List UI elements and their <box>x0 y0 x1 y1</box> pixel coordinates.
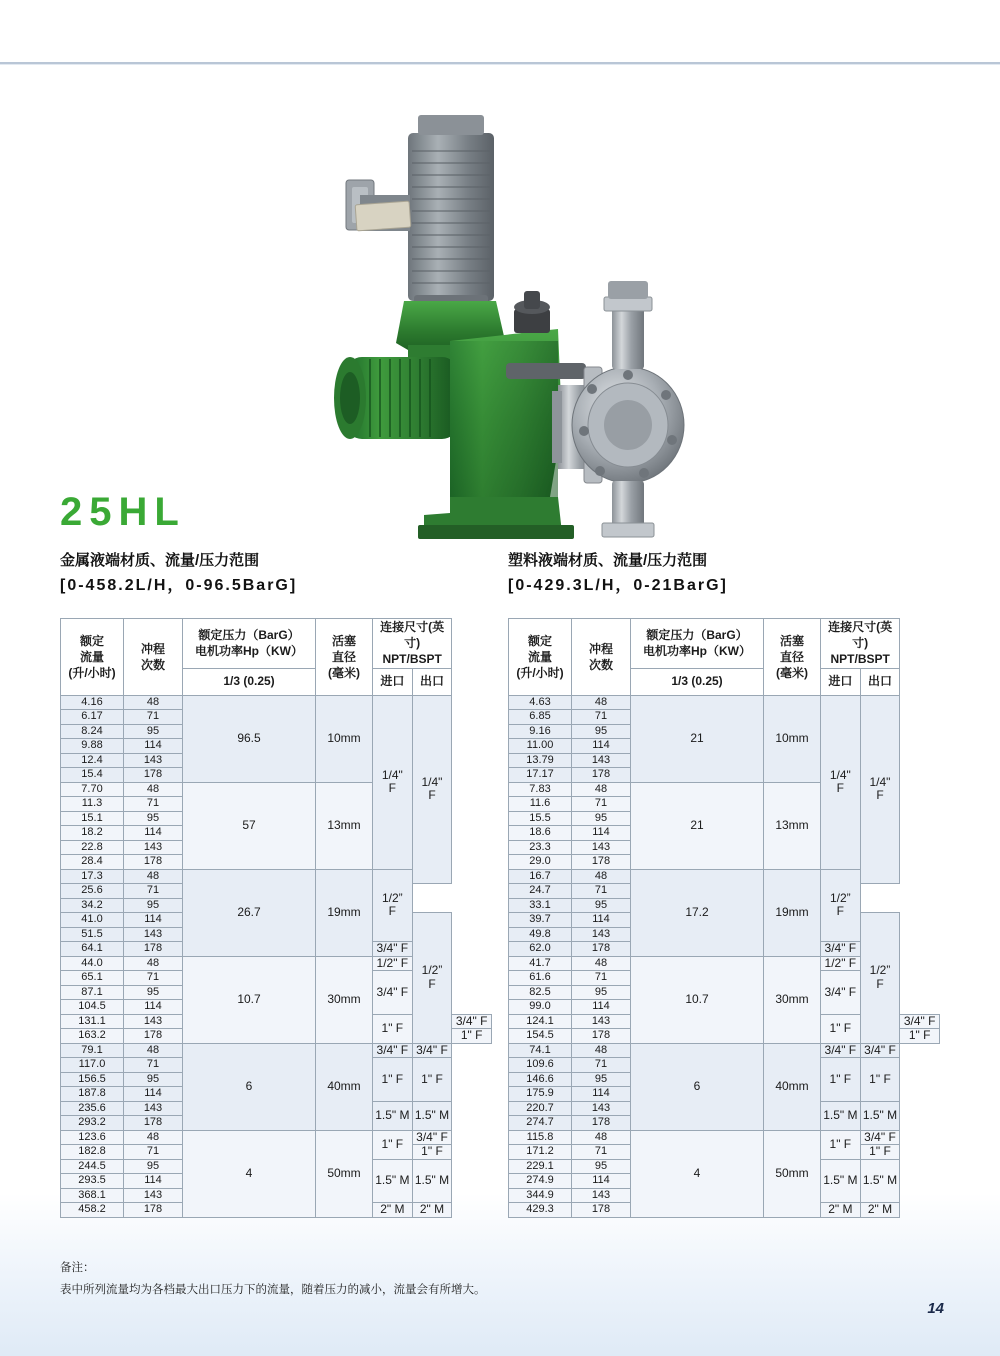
cell-outlet: 3/4" F <box>412 1130 452 1145</box>
cell-stroke: 71 <box>572 710 631 725</box>
cell-flow: 7.70 <box>61 782 124 797</box>
cell-flow: 154.5 <box>509 1029 572 1044</box>
cell-stroke: 143 <box>124 1014 183 1029</box>
cell-inlet: 3/4" F <box>821 971 861 1015</box>
cell-flow: 79.1 <box>61 1043 124 1058</box>
cell-flow: 74.1 <box>509 1043 572 1058</box>
cell-flow: 6.85 <box>509 710 572 725</box>
product-photo <box>300 95 720 545</box>
cell-inlet: 1" F <box>821 1130 861 1159</box>
header-flow: 额定 流量 (升/小时) <box>509 619 572 696</box>
cell-stroke: 143 <box>572 1101 631 1116</box>
table-row <box>509 1043 940 1058</box>
cell-stroke: 48 <box>124 869 183 884</box>
cell-flow: 109.6 <box>509 1058 572 1073</box>
cell-stroke: 114 <box>572 1087 631 1102</box>
cell-flow: 115.8 <box>509 1130 572 1145</box>
cell-diameter: 40mm <box>764 1043 821 1130</box>
cell-inlet: 1" F <box>821 1058 861 1102</box>
cell-outlet: 1.5" M <box>860 1159 900 1203</box>
cell-flow: 28.4 <box>61 855 124 870</box>
cell-flow: 41.0 <box>61 913 124 928</box>
cell-stroke: 114 <box>572 739 631 754</box>
cell-pressure: 10.7 <box>183 956 316 1043</box>
cell-stroke: 71 <box>572 797 631 812</box>
cell-inlet: 3/4" F <box>373 1043 413 1058</box>
cell-stroke: 114 <box>124 739 183 754</box>
cell-pressure: 6 <box>631 1043 764 1130</box>
cell-diameter: 19mm <box>764 869 821 956</box>
cell-outlet: 3/4" F <box>412 1043 452 1058</box>
cell-inlet: 3/4" F <box>373 971 413 1015</box>
cell-stroke: 71 <box>124 971 183 986</box>
table-row <box>61 1043 492 1058</box>
cell-flow: 293.5 <box>61 1174 124 1189</box>
cell-flow: 8.24 <box>61 724 124 739</box>
cell-stroke: 95 <box>572 985 631 1000</box>
cell-stroke: 178 <box>572 942 631 957</box>
cell-stroke: 48 <box>124 695 183 710</box>
cell-inlet: 1.5" M <box>373 1101 413 1130</box>
header-stroke: 冲程 次数 <box>572 619 631 696</box>
cell-stroke: 71 <box>572 1145 631 1160</box>
header-piston-diameter: 活塞 直径 (毫米) <box>316 619 373 696</box>
cell-pressure: 4 <box>183 1130 316 1217</box>
cell-outlet: 1" F <box>900 1029 940 1044</box>
cell-diameter: 13mm <box>764 782 821 869</box>
cell-flow: 9.16 <box>509 724 572 739</box>
cell-flow: 244.5 <box>61 1159 124 1174</box>
cell-flow: 163.2 <box>61 1029 124 1044</box>
cell-flow: 235.6 <box>61 1101 124 1116</box>
cell-flow: 9.88 <box>61 739 124 754</box>
cell-stroke: 114 <box>572 1174 631 1189</box>
cell-stroke: 48 <box>572 956 631 971</box>
header-pressure: 额定压力（BarG） 电机功率Hp（KW） <box>183 619 316 669</box>
cell-stroke: 178 <box>124 1029 183 1044</box>
cell-diameter: 19mm <box>316 869 373 956</box>
cell-outlet: 1/4" F <box>860 695 900 884</box>
cell-stroke: 178 <box>124 942 183 957</box>
cell-inlet: 2" M <box>821 1203 861 1218</box>
cell-flow: 65.1 <box>61 971 124 986</box>
cell-inlet: 3/4" F <box>373 942 413 957</box>
cell-stroke: 48 <box>572 869 631 884</box>
cell-outlet: 2" M <box>412 1203 452 1218</box>
cell-outlet: 1.5" M <box>412 1101 452 1130</box>
cell-stroke: 48 <box>124 1130 183 1145</box>
cell-flow: 24.7 <box>509 884 572 899</box>
right-table-heading: 塑料液端材质、流量/压力范围 <box>508 552 708 569</box>
cell-flow: 17.3 <box>61 869 124 884</box>
cell-inlet: 1.5" M <box>821 1101 861 1130</box>
cell-outlet: 3/4" F <box>860 1043 900 1058</box>
cell-flow: 6.17 <box>61 710 124 725</box>
right-table-range: [0-429.3L/H，0-21BarG] <box>508 577 728 594</box>
cell-stroke: 95 <box>124 985 183 1000</box>
cell-flow: 458.2 <box>61 1203 124 1218</box>
header-pressure: 额定压力（BarG） 电机功率Hp（KW） <box>631 619 764 669</box>
page-title: 25HL <box>60 490 186 534</box>
cell-outlet: 3/4" F <box>900 1014 940 1029</box>
cell-flow: 62.0 <box>509 942 572 957</box>
cell-flow: 18.6 <box>509 826 572 841</box>
cell-inlet: 1/2” F <box>373 869 413 942</box>
cell-stroke: 143 <box>572 840 631 855</box>
cell-stroke: 71 <box>572 971 631 986</box>
cell-flow: 23.3 <box>509 840 572 855</box>
cell-flow: 11.00 <box>509 739 572 754</box>
cell-inlet: 1.5" M <box>373 1159 413 1203</box>
cell-outlet: 3/4" F <box>452 1014 492 1029</box>
cell-flow: 29.0 <box>509 855 572 870</box>
cell-stroke: 178 <box>572 855 631 870</box>
cell-outlet: 1/2” F <box>860 913 900 1044</box>
cell-flow: 64.1 <box>61 942 124 957</box>
cell-flow: 18.2 <box>61 826 124 841</box>
cell-outlet: 1" F <box>452 1029 492 1044</box>
cell-flow: 182.8 <box>61 1145 124 1160</box>
cell-flow: 15.5 <box>509 811 572 826</box>
cell-diameter: 50mm <box>316 1130 373 1217</box>
cell-stroke: 71 <box>124 884 183 899</box>
cell-stroke: 114 <box>124 1174 183 1189</box>
cell-stroke: 178 <box>124 768 183 783</box>
notes-block <box>60 1258 486 1302</box>
cell-inlet: 1/2" F <box>821 956 861 971</box>
cell-stroke: 48 <box>124 956 183 971</box>
cell-inlet: 3/4" F <box>821 1043 861 1058</box>
cell-stroke: 48 <box>572 695 631 710</box>
cell-flow: 34.2 <box>61 898 124 913</box>
cell-diameter: 10mm <box>316 695 373 782</box>
cell-flow: 51.5 <box>61 927 124 942</box>
table-row <box>61 1130 492 1145</box>
header-stroke: 冲程 次数 <box>124 619 183 696</box>
cell-flow: 15.4 <box>61 768 124 783</box>
table-row <box>509 695 940 710</box>
cell-stroke: 95 <box>124 1072 183 1087</box>
cell-inlet: 1" F <box>373 1014 413 1043</box>
cell-flow: 61.6 <box>509 971 572 986</box>
cell-stroke: 178 <box>572 1116 631 1131</box>
header-power-rating: 1/3 (0.25) <box>631 668 764 695</box>
cell-stroke: 95 <box>572 1159 631 1174</box>
cell-stroke: 95 <box>124 898 183 913</box>
cell-stroke: 178 <box>572 1203 631 1218</box>
cell-stroke: 48 <box>572 1043 631 1058</box>
cell-stroke: 95 <box>572 1072 631 1087</box>
cell-flow: 44.0 <box>61 956 124 971</box>
cell-flow: 156.5 <box>61 1072 124 1087</box>
notes-text: 表中所列流量均为各档最大出口压力下的流量，随着压力的减小，流量会有所增大。 <box>60 1283 486 1296</box>
cell-stroke: 71 <box>572 884 631 899</box>
header-outlet: 出口 <box>412 668 452 695</box>
cell-stroke: 114 <box>124 1000 183 1015</box>
cell-flow: 11.6 <box>509 797 572 812</box>
cell-stroke: 48 <box>124 782 183 797</box>
cell-flow: 274.7 <box>509 1116 572 1131</box>
header-outlet: 出口 <box>860 668 900 695</box>
cell-stroke: 143 <box>124 927 183 942</box>
cell-flow: 293.2 <box>61 1116 124 1131</box>
cell-outlet: 3/4" F <box>860 1130 900 1145</box>
cell-stroke: 114 <box>124 826 183 841</box>
header-inlet: 进口 <box>373 668 413 695</box>
cell-stroke: 95 <box>124 724 183 739</box>
cell-outlet: 1" F <box>412 1145 452 1160</box>
cell-stroke: 143 <box>124 840 183 855</box>
left-table-body <box>61 695 492 1217</box>
cell-flow: 123.6 <box>61 1130 124 1145</box>
cell-stroke: 114 <box>124 1087 183 1102</box>
cell-diameter: 30mm <box>764 956 821 1043</box>
cell-stroke: 143 <box>572 753 631 768</box>
cell-inlet: 3/4" F <box>821 942 861 957</box>
cell-flow: 187.8 <box>61 1087 124 1102</box>
cell-stroke: 114 <box>572 1000 631 1015</box>
cell-inlet: 1.5" M <box>821 1159 861 1203</box>
cell-inlet: 1" F <box>373 1130 413 1159</box>
right-spec-table <box>508 618 940 1218</box>
cell-stroke: 143 <box>124 1101 183 1116</box>
cell-flow: 344.9 <box>509 1188 572 1203</box>
cell-inlet: 1/4" F <box>821 695 861 869</box>
cell-stroke: 178 <box>572 1029 631 1044</box>
cell-stroke: 178 <box>124 1203 183 1218</box>
cell-outlet: 1/4" F <box>412 695 452 884</box>
right-spec-table-wrapper <box>508 618 940 1218</box>
cell-flow: 99.0 <box>509 1000 572 1015</box>
cell-inlet: 1/4" F <box>373 695 413 869</box>
cell-inlet: 1/2” F <box>821 869 861 942</box>
left-spec-table <box>60 618 492 1218</box>
cell-stroke: 48 <box>572 1130 631 1145</box>
cell-stroke: 114 <box>572 913 631 928</box>
cell-flow: 25.6 <box>61 884 124 899</box>
cell-inlet: 1" F <box>373 1058 413 1102</box>
cell-outlet: 1" F <box>860 1058 900 1102</box>
cell-flow: 131.1 <box>61 1014 124 1029</box>
cell-flow: 11.3 <box>61 797 124 812</box>
cell-flow: 146.6 <box>509 1072 572 1087</box>
cell-stroke: 143 <box>572 1188 631 1203</box>
cell-stroke: 95 <box>124 1159 183 1174</box>
cell-flow: 220.7 <box>509 1101 572 1116</box>
cell-outlet: 1" F <box>412 1058 452 1102</box>
cell-inlet: 2" M <box>373 1203 413 1218</box>
cell-stroke: 95 <box>572 898 631 913</box>
cell-flow: 4.16 <box>61 695 124 710</box>
cell-pressure: 57 <box>183 782 316 869</box>
cell-pressure: 21 <box>631 695 764 782</box>
cell-flow: 13.79 <box>509 753 572 768</box>
cell-flow: 41.7 <box>509 956 572 971</box>
cell-flow: 12.4 <box>61 753 124 768</box>
cell-flow: 15.1 <box>61 811 124 826</box>
header-connection: 连接尺寸(英寸) NPT/BSPT <box>373 619 452 669</box>
cell-stroke: 114 <box>124 913 183 928</box>
cell-inlet: 1" F <box>821 1014 861 1043</box>
left-table-heading: 金属液端材质、流量/压力范围 <box>60 552 260 569</box>
cell-outlet: 1.5" M <box>412 1159 452 1203</box>
cell-stroke: 143 <box>124 1188 183 1203</box>
cell-flow: 229.1 <box>509 1159 572 1174</box>
cell-stroke: 71 <box>572 1058 631 1073</box>
cell-flow: 7.83 <box>509 782 572 797</box>
cell-flow: 429.3 <box>509 1203 572 1218</box>
cell-stroke: 95 <box>124 811 183 826</box>
cell-stroke: 178 <box>572 768 631 783</box>
cell-stroke: 178 <box>124 855 183 870</box>
cell-stroke: 95 <box>572 811 631 826</box>
cell-flow: 124.1 <box>509 1014 572 1029</box>
header-connection: 连接尺寸(英寸) NPT/BSPT <box>821 619 900 669</box>
cell-flow: 49.8 <box>509 927 572 942</box>
cell-stroke: 71 <box>124 710 183 725</box>
cell-flow: 171.2 <box>509 1145 572 1160</box>
header-power-rating: 1/3 (0.25) <box>183 668 316 695</box>
cell-flow: 104.5 <box>61 1000 124 1015</box>
cell-flow: 117.0 <box>61 1058 124 1073</box>
cell-stroke: 71 <box>124 1145 183 1160</box>
cell-outlet: 2" M <box>860 1203 900 1218</box>
cell-stroke: 143 <box>572 927 631 942</box>
cell-diameter: 10mm <box>764 695 821 782</box>
notes-title: 备注： <box>60 1262 95 1274</box>
cell-flow: 368.1 <box>61 1188 124 1203</box>
header-inlet: 进口 <box>821 668 861 695</box>
cell-flow: 274.9 <box>509 1174 572 1189</box>
header-piston-diameter: 活塞 直径 (毫米) <box>764 619 821 696</box>
cell-diameter: 30mm <box>316 956 373 1043</box>
cell-pressure: 96.5 <box>183 695 316 782</box>
cell-flow: 39.7 <box>509 913 572 928</box>
cell-flow: 17.17 <box>509 768 572 783</box>
cell-inlet: 1/2" F <box>373 956 413 971</box>
cell-stroke: 143 <box>124 753 183 768</box>
left-table-range: [0-458.2L/H，0-96.5BarG] <box>60 577 298 594</box>
cell-pressure: 6 <box>183 1043 316 1130</box>
right-table-body <box>509 695 940 1217</box>
table-row <box>509 1130 940 1145</box>
cell-flow: 4.63 <box>509 695 572 710</box>
cell-pressure: 26.7 <box>183 869 316 956</box>
cell-flow: 175.9 <box>509 1087 572 1102</box>
cell-stroke: 71 <box>124 1058 183 1073</box>
cell-flow: 16.7 <box>509 869 572 884</box>
cell-stroke: 48 <box>124 1043 183 1058</box>
page-number: 14 <box>927 1300 944 1317</box>
cell-outlet: 1.5" M <box>860 1101 900 1130</box>
cell-pressure: 10.7 <box>631 956 764 1043</box>
cell-outlet: 1" F <box>860 1145 900 1160</box>
cell-flow: 22.8 <box>61 840 124 855</box>
cell-flow: 87.1 <box>61 985 124 1000</box>
cell-stroke: 95 <box>572 724 631 739</box>
left-table-head <box>61 619 492 696</box>
header-divider <box>0 62 1000 64</box>
cell-flow: 33.1 <box>509 898 572 913</box>
cell-stroke: 71 <box>124 797 183 812</box>
right-table-head <box>509 619 940 696</box>
cell-diameter: 13mm <box>316 782 373 869</box>
cell-pressure: 21 <box>631 782 764 869</box>
cell-pressure: 17.2 <box>631 869 764 956</box>
cell-stroke: 143 <box>572 1014 631 1029</box>
cell-stroke: 48 <box>572 782 631 797</box>
cell-stroke: 178 <box>124 1116 183 1131</box>
cell-stroke: 114 <box>572 826 631 841</box>
cell-diameter: 50mm <box>764 1130 821 1217</box>
cell-flow: 82.5 <box>509 985 572 1000</box>
header-flow: 额定 流量 (升/小时) <box>61 619 124 696</box>
cell-outlet: 1/2” F <box>412 913 452 1044</box>
table-row <box>61 695 492 710</box>
cell-pressure: 4 <box>631 1130 764 1217</box>
cell-diameter: 40mm <box>316 1043 373 1130</box>
left-spec-table-wrapper <box>60 618 492 1218</box>
